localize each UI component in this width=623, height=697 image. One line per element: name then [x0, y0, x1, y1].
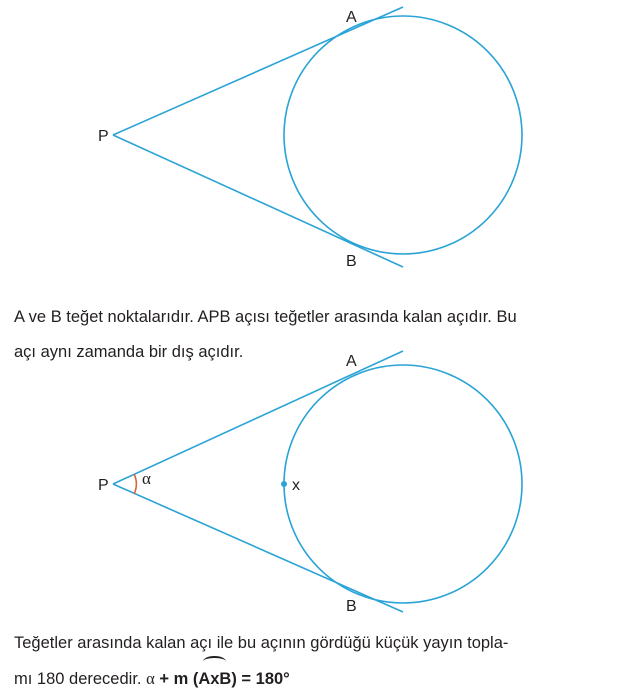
point-x-dot [281, 481, 287, 487]
formula-plus-m: + m ( [159, 670, 199, 688]
figure-1-svg [0, 0, 623, 275]
figure-tangent-lines-2 [0, 345, 623, 620]
point-B-label: B [346, 598, 357, 615]
tangent-line-PA [113, 7, 403, 135]
circle [284, 365, 522, 603]
formula-arc-AxB: AxB [198, 662, 231, 697]
point-P-label: P [98, 128, 109, 145]
point-x-label: x [292, 477, 300, 494]
figure-tangent-lines-1 [0, 0, 623, 275]
point-P-label: P [98, 477, 109, 494]
tangent-line-PA [113, 351, 403, 484]
point-A-label: A [346, 9, 357, 26]
paragraph-angle-arc-sum [14, 626, 614, 697]
formula-alpha: α [146, 669, 155, 688]
angle-alpha-arc [134, 474, 136, 494]
paragraph-1-line-2: açı aynı zamanda bir dış açıdır. [14, 343, 244, 361]
tangent-line-PB [113, 135, 403, 267]
paragraph-1-line-1: A ve B teğet noktalarıdır. APB açısı teğetler arasında kalan açıdır. Bu [14, 308, 517, 326]
paragraph-2-line-1: Teğetler arasında kalan açı ile bu açının gördüğü küçük yayın topla- [14, 634, 509, 652]
circle [284, 16, 522, 254]
figure-2-svg [0, 345, 623, 620]
angle-alpha-label: α [142, 469, 151, 488]
point-B-label: B [346, 253, 357, 270]
point-A-label: A [346, 353, 357, 370]
paragraph-2-line-2-start: mı 180 derecedir. [14, 670, 142, 688]
formula-equals-180: ) = 180° [231, 670, 290, 688]
tangent-line-PB [113, 484, 403, 612]
